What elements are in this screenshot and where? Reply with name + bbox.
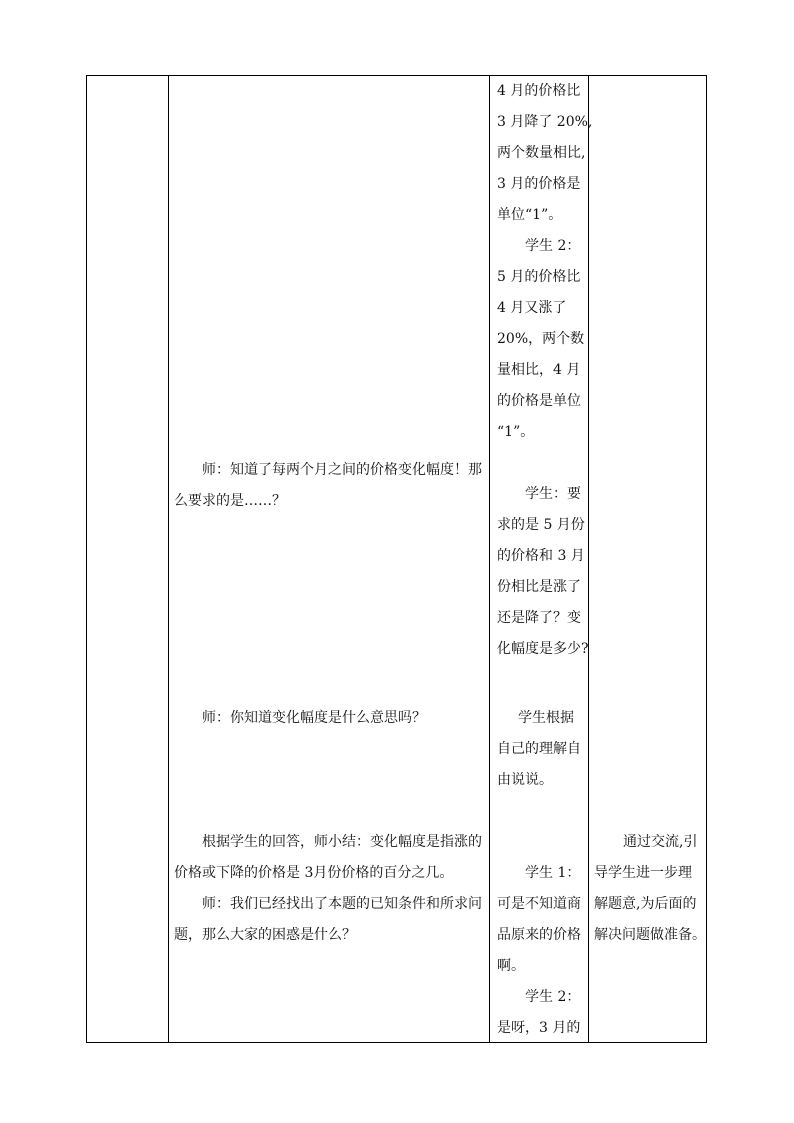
student-line: 的价格和 3 月 (497, 548, 585, 564)
student-line: 份相比是涨了 (497, 579, 581, 595)
student-line: 啊。 (497, 958, 525, 974)
column-divider (489, 76, 490, 1042)
student-line: 求的是 5 月份 (497, 517, 585, 533)
intent-line: 解题意,为后面的 (594, 896, 697, 912)
student-line: 学生 1： (525, 865, 581, 881)
student-line: 学生：要 (525, 486, 581, 502)
student-line: 20%，两个数 (497, 331, 585, 347)
lesson-table (86, 75, 707, 1043)
student-line: 两个数量相比, (497, 145, 586, 161)
student-line: 的价格是单位 (497, 393, 581, 409)
student-line: 可是不知道商 (497, 896, 581, 912)
intent-line: 通过交流,引 (623, 834, 698, 850)
teacher-line: 价格或下降的价格是 3月份价格的百分之几。 (174, 865, 454, 881)
student-line: 量相比，4 月 (497, 362, 581, 378)
student-line: 学生 2： (525, 989, 581, 1005)
student-line: 单位“1”。 (497, 207, 563, 223)
teacher-line: 题，那么大家的困惑是什么？ (174, 927, 356, 943)
column-divider (588, 76, 589, 1042)
student-line: “1”。 (497, 424, 535, 440)
teacher-line: 根据学生的回答，师小结：变化幅度是指涨的 (202, 834, 482, 850)
student-line: 自己的理解自 (497, 741, 581, 757)
student-line: 3 月降了 20%, (497, 114, 593, 130)
student-line: 化幅度是多少? (497, 641, 589, 657)
teacher-line: 师：我们已经找出了本题的已知条件和所求问 (202, 896, 482, 912)
teacher-activity-cell (168, 76, 488, 1042)
teacher-line: 师：你知道变化幅度是什么意思吗？ (202, 710, 426, 726)
student-line: 学生 2： (525, 238, 581, 254)
design-intent-cell (590, 76, 705, 1042)
intent-line: 导学生进一步理 (594, 865, 692, 881)
student-line: 学生根据 (518, 710, 574, 726)
student-line: 品原来的价格 (497, 927, 581, 943)
student-line: 由说说。 (497, 772, 553, 788)
teacher-line: 么要求的是……？ (174, 493, 286, 509)
intent-line: 解决问题做准备。 (594, 927, 706, 943)
student-line: 还是降了？变 (497, 610, 581, 626)
student-line: 4 月又涨了 (497, 300, 567, 316)
student-line: 3 月的价格是 (497, 176, 581, 192)
student-line: 4 月的价格比 (497, 83, 581, 99)
teacher-line: 师：知道了每两个月之间的价格变化幅度！那 (202, 462, 482, 478)
student-line: 是呀，3 月的 (497, 1020, 581, 1036)
student-line: 5 月的价格比 (497, 269, 581, 285)
student-activity-cell (491, 76, 593, 1042)
